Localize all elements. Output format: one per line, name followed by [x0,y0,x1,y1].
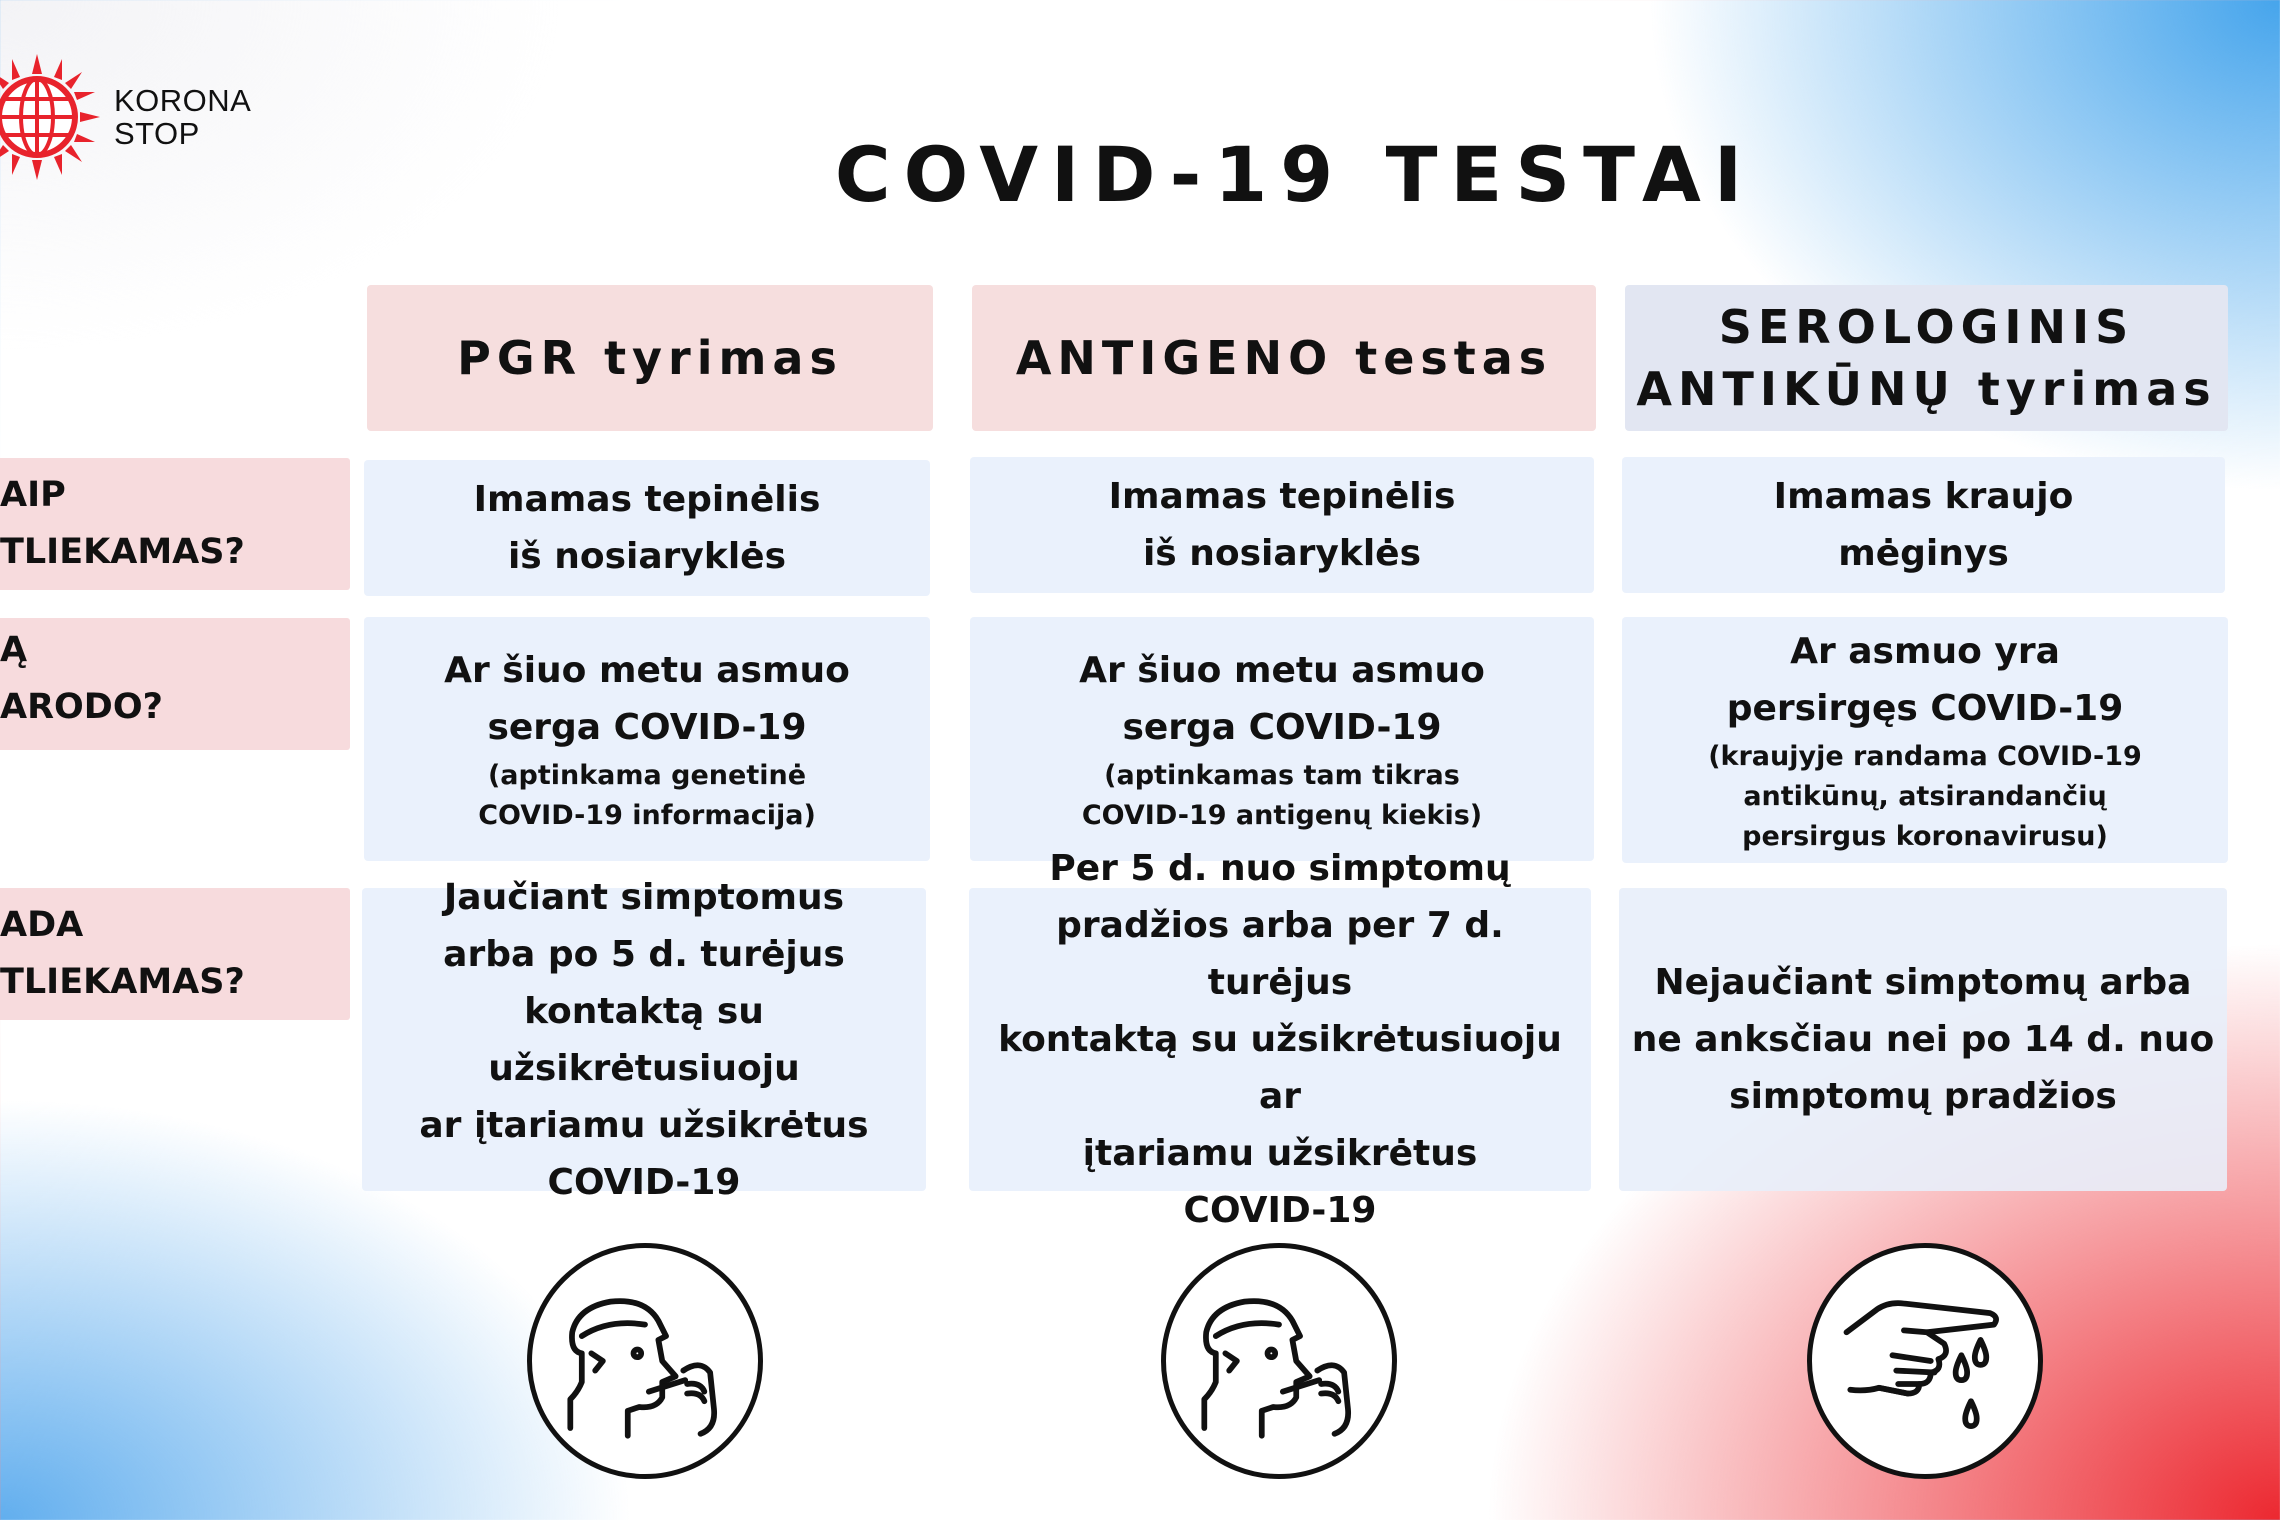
cell-antigen-what: Ar šiuo metu asmuo serga COVID-19 (aptinkamas tam tikras COVID-19 antigenų kiekis) [970,617,1594,861]
cell-pgr-what: Ar šiuo metu asmuo serga COVID-19 (aptinkama genetinė COVID-19 informacija) [364,617,930,861]
row-label-when: ADA TLIEKAMAS? [0,888,350,1020]
nasal-swab-icon [1161,1243,1397,1479]
row-label-what: Ą ARODO? [0,618,350,750]
column-header-antigen: ANTIGENO testas [972,285,1596,431]
page-title: COVID-19 TESTAI [834,130,1756,219]
cell-serology-how: Imamas kraujo mėginys [1622,457,2225,593]
cell-pgr-how: Imamas tepinėlis iš nosiaryklės [364,460,930,596]
cell-serology-what: Ar asmuo yra persirgęs COVID-19 (kraujyje randama COVID-19 antikūnų, atsirandančių persirgus koronavirusu) [1622,617,2228,863]
logo-text-stop: STOP [114,116,200,151]
column-header-pgr: PGR tyrimas [367,285,933,431]
row-label-how: AIP TLIEKAMAS? [0,458,350,590]
logo-text-korona: KORONA [114,83,252,118]
cell-pgr-when: Jaučiant simptomus arba po 5 d. turėjus kontaktą su užsikrėtusiuoju ar įtariamu užsikrėtus COVID-19 [362,888,926,1191]
column-header-serology: SEROLOGINIS ANTIKŪNŲ tyrimas [1625,285,2228,431]
nasal-swab-icon [527,1243,763,1479]
cell-serology-when: Nejaučiant simptomų arba ne anksčiau nei po 14 d. nuo simptomų pradžios [1619,888,2227,1191]
cell-antigen-how: Imamas tepinėlis iš nosiaryklės [970,457,1594,593]
cell-antigen-when: Per 5 d. nuo simptomų pradžios arba per 7 d. turėjus kontaktą su užsikrėtusiuoju ar įtariamu užsikrėtus COVID-19 [969,888,1591,1191]
finger-blood-drop-icon [1807,1243,2043,1479]
